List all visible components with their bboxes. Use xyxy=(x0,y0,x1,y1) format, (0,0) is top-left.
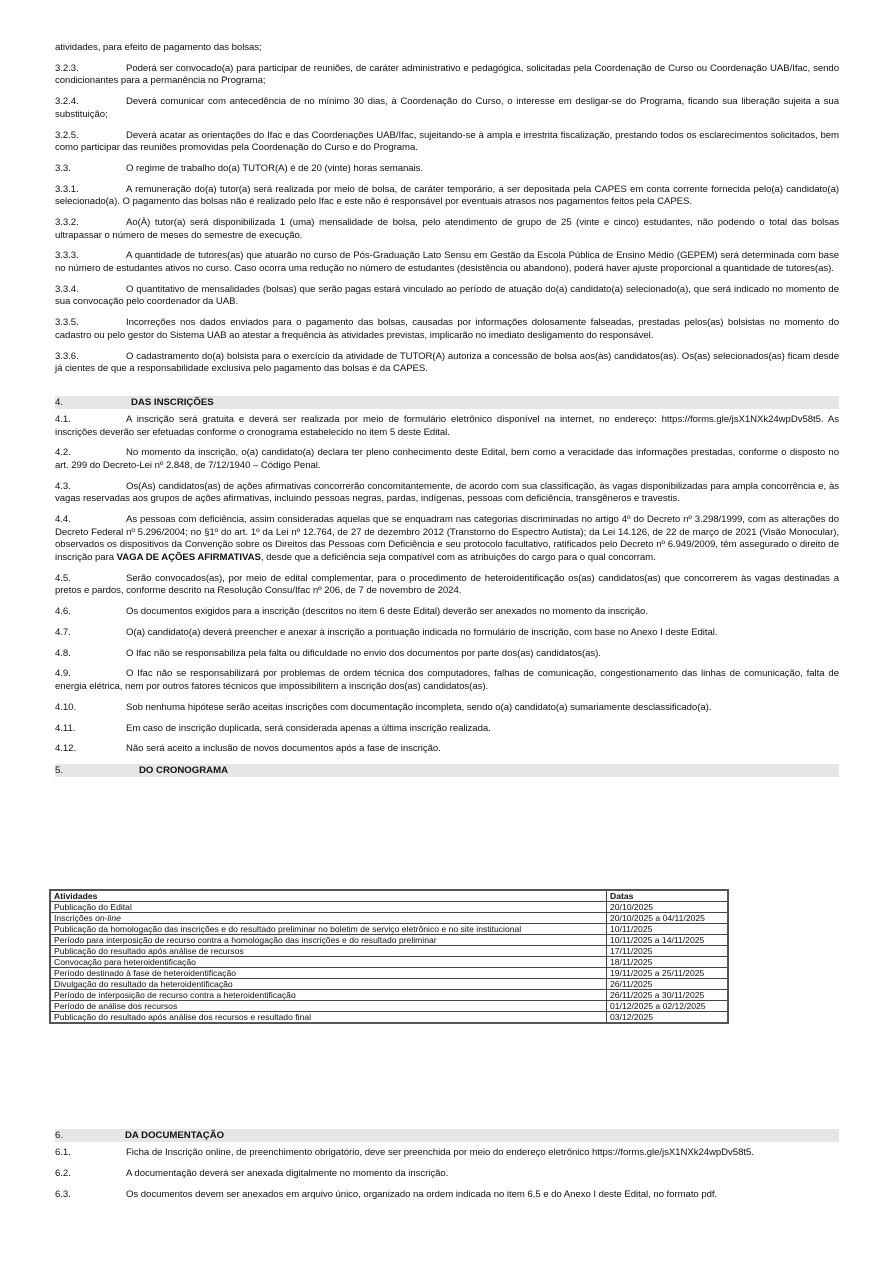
date-cell: 19/11/2025 a 25/11/2025 xyxy=(607,968,729,979)
clause-3-3-1 xyxy=(55,184,839,209)
clause-4-11 xyxy=(55,723,839,736)
section-number: 4. xyxy=(55,396,64,408)
column-header-dates: Datas xyxy=(607,890,729,902)
clause-number: 3.3.5. xyxy=(55,317,79,329)
clause-text: O Ifac não se responsabilizará por problemas de ordem técnica dos computadores, falhas de comunicação, congestionamento das linhas de comunicação, falta de energia elétrica, nem por outros fatores técnicos que impossibilitem a inscrição dos(as) candidatos(as). xyxy=(55,668,839,692)
section-heading-4 xyxy=(55,396,839,409)
activity-cell: Publicação do Edital xyxy=(50,902,607,913)
activity-cell: Divulgação do resultado da heteroidentificação xyxy=(50,979,607,990)
activity-cell: Período de análise dos recursos xyxy=(50,1001,607,1012)
clause-number: 4.12. xyxy=(55,743,77,755)
date-cell: 20/10/2025 a 04/11/2025 xyxy=(607,913,729,924)
clause-6-3 xyxy=(55,1189,839,1202)
clause-text: Os documentos devem ser anexados em arquivo único, organizado na ordem indicada no item 6.5 e do Anexo I deste Edital, no formato pdf. xyxy=(126,1188,718,1200)
clause-text: Ao(À) tutor(a) será disponibilizada 1 (uma) mensalidade de bolsa, pelo atendimento de grupo de 25 (vinte e cinco) estudantes, não podendo o total das bolsas ultrapassar o número de meses do semestre de execução. xyxy=(55,217,839,241)
section-6 xyxy=(55,1129,839,1209)
clause-text-end: , desde que a deficiência seja compatível com as atribuições do cargo para o qual concorram. xyxy=(260,551,656,563)
clause-number: 3.2.5. xyxy=(55,129,79,141)
date-cell: 10/11/2025 a 14/11/2025 xyxy=(607,935,729,946)
clause-text: O(a) candidato(a) deverá preencher e anexar à inscrição a pontuação indicada no formulário de inscrição, com base no Anexo I deste Edital. xyxy=(126,626,718,638)
date-cell: 01/12/2025 a 02/12/2025 xyxy=(607,1001,729,1012)
clause-number: 3.3.3. xyxy=(55,250,79,262)
table-row xyxy=(50,979,728,990)
clause-number: 4.2. xyxy=(55,447,71,459)
clause-text: Não será aceito a inclusão de novos documentos após a fase de inscrição. xyxy=(126,743,441,755)
clause-4-10 xyxy=(55,702,839,715)
clause-4-5 xyxy=(55,573,839,598)
clause-number: 3.3.1. xyxy=(55,183,79,195)
clause-text: O quantitativo de mensalidades (bolsas) que serão pagas estará vinculado ao período de atuação do(a) candidato(a) selecionado(a), que será indicado no momento de sua convocação pelo coordenador da UAB. xyxy=(55,283,839,308)
clause-3-3-5 xyxy=(55,317,839,342)
clause-number: 3.3.2. xyxy=(55,217,79,229)
clause-number: 4.5. xyxy=(55,572,71,584)
section-3-continuation xyxy=(55,42,839,376)
clause-4-1 xyxy=(55,414,839,439)
clause-text: O regime de trabalho do(a) TUTOR(A) é de 20 (vinte) horas semanais. xyxy=(126,162,424,174)
clause-3-2-3 xyxy=(55,63,839,88)
clause-3-2-4 xyxy=(55,96,839,121)
clause-number: 4.11. xyxy=(55,722,76,734)
clause-text: Sob nenhuma hipótese serão aceitas inscrições com documentação incompleta, sendo o(a) candidato(a) sumariamente desclassificado(a). xyxy=(126,701,712,713)
section-number: 5. xyxy=(55,765,64,777)
section-title: DA DOCUMENTAÇÃO xyxy=(125,1130,225,1141)
activity-cell: Período destinado à fase de heteroidentificação xyxy=(50,968,607,979)
clause-text: Os documentos exigidos para a inscrição (descritos no item 6 deste Edital) deverão ser anexados no momento da inscrição. xyxy=(126,606,648,617)
clause-3-3 xyxy=(55,163,839,176)
clause-number: 4.7. xyxy=(55,626,71,638)
clause-text: O cadastramento do(a) bolsista para o exercício da atividade de TUTOR(A) autoriza a concessão de bolsa aos(às) candidatos(as). Os(as) selecionados(as) ficam desde já cientes de que a responsabilidade exclusiva pelo pagamento das bolsas é da CAPES. xyxy=(55,350,839,375)
clause-number: 6.3. xyxy=(55,1188,71,1200)
clause-number: 3.2.3. xyxy=(55,62,79,74)
clause-number: 4.3. xyxy=(55,480,71,492)
clause-text: A remuneração do(a) tutor(a) será realizada por meio de bolsa, de caráter temporário, a ser depositada pela CAPES em conta corrente fornecida pelo(a) candidato(a) selecionado(a). O pagamento das bolsas não é realizado pelo Ifac e este não é responsável por eventuais atrasos nos pagamentos feitos pela CAPES. xyxy=(55,183,839,208)
activity-cell: Período de interposição de recurso contra a heteroidentificação xyxy=(50,990,607,1001)
clause-text: A quantidade de tutores(as) que atuarão no curso de Pós-Graduação Lato Sensu em Gestão da Escola Pública de Ensino Médio (GEPEM) será determinada com base no número de estudantes ativos no curso. Caso ocorra uma redução no número de estudantes (desistência ou abandono), poderá haver ajuste proporcional a quantidade de tutores(as). xyxy=(55,250,839,275)
section-number: 6. xyxy=(55,1130,64,1141)
date-cell: 18/11/2025 xyxy=(607,957,729,968)
date-cell: 20/10/2025 xyxy=(607,902,729,913)
clause-number: 3.2.4. xyxy=(55,96,79,108)
clause-4-9 xyxy=(55,668,839,693)
table-row xyxy=(50,913,728,924)
activity-text: Inscrições xyxy=(54,913,96,923)
clause-4-12 xyxy=(55,743,839,756)
table-row xyxy=(50,1001,728,1012)
clause-number: 4.1. xyxy=(55,413,71,425)
clause-text: Poderá ser convocado(a) para participar de reuniões, de caráter administrativo e pedagógica, solicitadas pela Coordenação de Curso ou Coordenação UAB/Ifac, sendo condicionantes para a permanência no Programa; xyxy=(55,62,839,87)
clause-text: Incorreções nos dados enviados para o pagamento das bolsas, causadas por informações dolosamente falseadas, prestadas pelos(as) bolsistas no momento do cadastro ou pelo gestor do Sistema UAB ao atestar a frequência às atividades previstas, implicarão no imediato desligamento do responsável. xyxy=(55,317,839,341)
activity-cell: Período para interposição de recurso contra a homologação das inscrições e do resultado preliminar xyxy=(50,935,607,946)
section-heading-6 xyxy=(55,1129,839,1142)
table-row xyxy=(50,924,728,935)
clause-text: Deverá comunicar com antecedência de no mínimo 30 dias, à Coordenação do Curso, o interesse em desligar-se do Programa, ficando sua liberação sujeita a sua substituição; xyxy=(55,96,839,120)
clause-number: 4.8. xyxy=(55,647,71,659)
clause-4-6 xyxy=(55,606,839,619)
date-cell: 10/11/2025 xyxy=(607,924,729,935)
activity-cell: Publicação do resultado após análise dos recursos e resultado final xyxy=(50,1012,607,1024)
activity-cell: Convocação para heteroidentificação xyxy=(50,957,607,968)
date-cell: 26/11/2025 xyxy=(607,979,729,990)
table-row xyxy=(50,1012,728,1024)
clause-4-2 xyxy=(55,447,839,472)
schedule-table xyxy=(49,889,729,1024)
activity-cell: Publicação da homologação das inscrições e do resultado preliminar no boletim de serviço eletrônico e no site institucional xyxy=(50,924,607,935)
activity-text-italic: on-line xyxy=(95,913,121,923)
section-heading-5 xyxy=(55,764,839,777)
table-row xyxy=(50,968,728,979)
table-row xyxy=(50,946,728,957)
date-cell: 03/12/2025 xyxy=(607,1012,729,1024)
clause-text: A inscrição será gratuita e deverá ser realizada por meio de formulário eletrônico disponível na internet, no endereço: https://forms.gle/jsX1NXk24wpDv58t5. As inscrições deverão ser efetuadas conforme o cronograma estabelecido no item 5 deste Edital. xyxy=(55,413,839,438)
clause-text: O Ifac não se responsabiliza pela falta ou dificuldade no envio dos documentos por parte dos(as) candidatos(as). xyxy=(126,647,601,659)
clause-text: A documentação deverá ser anexada digitalmente no momento da inscrição. xyxy=(126,1167,449,1179)
section-title: DAS INSCRIÇÕES xyxy=(131,396,214,408)
clause-number: 3.3.4. xyxy=(55,283,79,295)
clause-4-3 xyxy=(55,481,839,506)
section-title: DO CRONOGRAMA xyxy=(139,765,229,777)
clause-number: 4.4. xyxy=(55,514,71,526)
table-header-row xyxy=(50,890,728,902)
clause-3-3-3 xyxy=(55,250,839,275)
clause-number: 6.2. xyxy=(55,1167,71,1179)
spacer xyxy=(55,384,839,396)
clause-number: 3.3.6. xyxy=(55,350,79,362)
clause-text: No momento da inscrição, o(a) candidato(a) declara ter pleno conhecimento deste Edital, bem como a veracidade das informações prestadas, conforme o disposto no art. 299 do Decreto-Lei nº 2.848, de 7/12/1940 – Código Penal. xyxy=(55,447,839,471)
clause-6-1 xyxy=(55,1147,839,1160)
clause-3-3-4 xyxy=(55,284,839,309)
paragraph-continuation: atividades, para efeito de pagamento das bolsas; xyxy=(55,42,262,53)
activity-cell: Publicação do resultado após análise de recursos xyxy=(50,946,607,957)
clause-text: Em caso de inscrição duplicada, será considerada apenas a última inscrição realizada. xyxy=(126,722,491,734)
clause-4-4 xyxy=(55,514,839,564)
document-page xyxy=(55,42,839,782)
clause-3-3-6 xyxy=(55,351,839,376)
clause-4-8 xyxy=(55,648,839,661)
clause-number: 3.3. xyxy=(55,162,71,174)
table-row xyxy=(50,957,728,968)
clause-text: Os(As) candidatos(as) de ações afirmativas concorrerão concomitantemente, de acordo com sua classificação, às vagas disponibilizadas para ampla concorrência e, às vagas reservadas aos grupos de ações afirmativas, incluindo pessoas negras, pardas, indígenas, pessoas com deficiência, transgêneros e travestis. xyxy=(55,480,839,505)
clause-number: 6.1. xyxy=(55,1147,71,1158)
clause-text-emphasis: VAGA DE AÇÕES AFIRMATIVAS xyxy=(116,551,261,563)
date-cell: 26/11/2025 a 30/11/2025 xyxy=(607,990,729,1001)
clause-number: 4.9. xyxy=(55,668,71,680)
clause-number: 4.10. xyxy=(55,701,77,713)
clause-3-3-2 xyxy=(55,217,839,242)
clause-text: As pessoas com deficiência, assim consideradas aquelas que se enquadram nas categorias discriminadas no artigo 4º do Decreto nº 3.298/1999, com as alterações do Decreto Federal nº 5.296/2004; no §1º do art. 1º da Lei nº 12.764, de 27 de dezembro 2012 (Transtorno do Espectro Autista); da Lei 14.126, de 22 de março de 2021 (Visão Monocular), observados os dispositivos da Convenção sobre os Direitos das Pessoas com Deficiência e seu protocolo facultativo, ratificados pelo Decreto nº 6.949/2009, têm assegurado o direito de inscrição para xyxy=(55,514,839,563)
table-row xyxy=(50,935,728,946)
clause-text: Ficha de Inscrição online, de preenchimento obrigatório, deve ser preenchida por meio do endereço eletrônico https://forms.gle/jsX1NXk24wpDv58t5. xyxy=(126,1147,754,1158)
activity-cell xyxy=(50,913,607,924)
column-header-activities: Atividades xyxy=(50,890,607,902)
date-cell: 17/11/2025 xyxy=(607,946,729,957)
clause-3-2-5 xyxy=(55,130,839,155)
clause-text: Deverá acatar as orientações do Ifac e das Coordenações UAB/Ifac, sujeitando-se à ampla e irrestrita fiscalização, prestando todos os esclarecimentos solicitados, bem como participar das reuniões promovidas pela Coordenação do Curso e do Programa. xyxy=(55,129,839,154)
table-row xyxy=(50,990,728,1001)
clause-number: 4.6. xyxy=(55,606,71,617)
clause-4-7 xyxy=(55,627,839,640)
clause-text: Serão convocados(as), por meio de edital complementar, para o procedimento de heteroidentificação os(as) candidatos(as) que concorrerem às vagas destinadas a pretos e pardos, conforme descrito na Resolução Consu/Ifac nº 206, de 7 de novembro de 2024. xyxy=(55,572,839,597)
clause-6-2 xyxy=(55,1168,839,1181)
table-row xyxy=(50,902,728,913)
